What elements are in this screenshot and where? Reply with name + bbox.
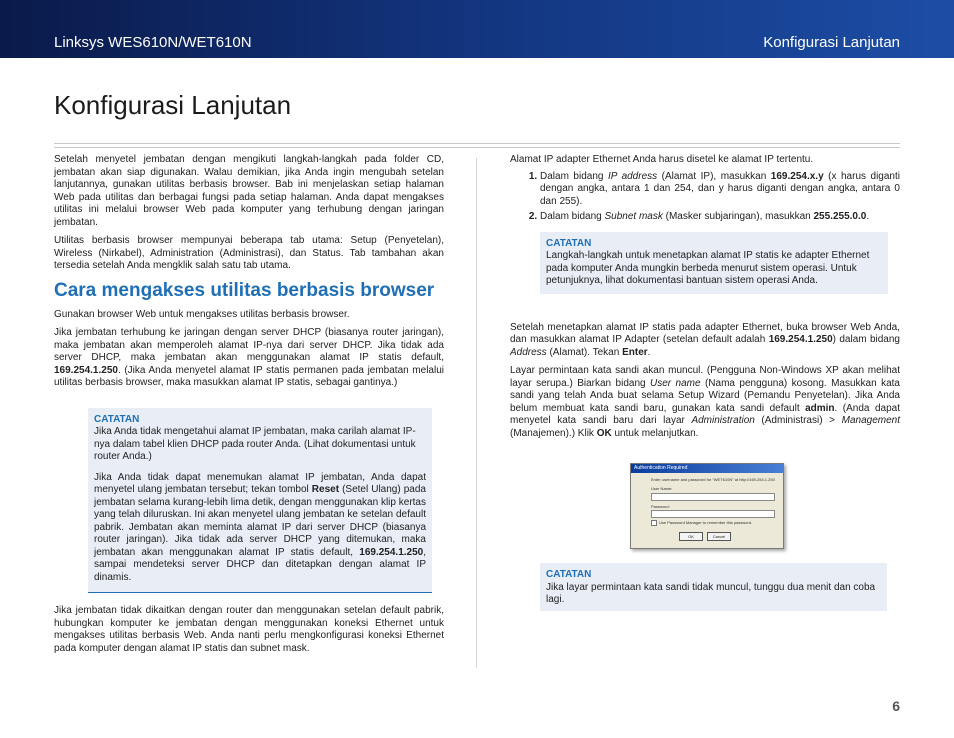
dialog-pass-field [651, 510, 775, 518]
title-rule-2 [54, 147, 900, 148]
dialog-user-label: User Name: [651, 486, 673, 491]
dialog-pass-label: Password: [651, 504, 670, 509]
note-reset-text: Jika Anda tidak dapat menemukan alamat IP jembatan, Anda dapat menyetel ulang jembatan tersebut; tekan tombol Reset (Setel Ulang) pada jembatan selama kurang-lebih lima detik, dengan menggunakan klip kertas yang telah diluruskan. Ini akan menyetel ulang jembatan ke setelan default pabrik. Jembatan akan meminta alamat IP dari server DHCP (biasanya router jaringan). Jika tidak ada server DHCP yang ditemukan, maka jembatan akan menggunakan alamat IP statis default, 169.254.1.250, sampai mendeteksi server DHCP dan ditetapkan dengan alamat IP dinamis. [94, 471, 426, 583]
header-section-name: Konfigurasi Lanjutan [763, 34, 900, 51]
page-header [0, 0, 954, 58]
note-text: Langkah-langkah untuk menetapkan alamat IP statis ke adapter Ethernet pada komputer Anda mungkin berbeda menurut sistem operasi. Untuk petunjuknya, lihat dokumentasi bantuan sistem operasi Anda. [546, 250, 870, 286]
page-title: Konfigurasi Lanjutan [54, 90, 292, 120]
dialog-title: Authentication Required [631, 464, 783, 473]
section-heading: Cara mengakses utilitas berbasis browser [54, 279, 435, 301]
access-paragraph: Gunakan browser Web untuk mengakses utilitas berbasis browser. [54, 308, 350, 320]
steps-list [510, 171, 900, 224]
note-label: CATATAN [546, 569, 592, 580]
note-box-static-ip [540, 232, 888, 294]
note-label: CATATAN [94, 413, 140, 425]
dialog-remember-label: Use Password Manager to remember this password. [659, 520, 753, 525]
column-divider [476, 158, 477, 668]
left-column [54, 154, 444, 661]
header-product-name: Linksys WES610N/WET610N [54, 34, 252, 51]
password-dialog-screenshot [630, 463, 784, 549]
page-number: 6 [892, 698, 900, 714]
note-label: CATATAN [546, 237, 592, 249]
dialog-cancel-button: Cancel [707, 532, 731, 541]
adapter-paragraph: Alamat IP adapter Ethernet Anda harus disetel ke alamat IP tertentu. [510, 154, 814, 165]
note-box [88, 408, 432, 594]
dialog-user-field [651, 493, 775, 501]
dialog-ok-button: OK [679, 532, 703, 541]
step-subnet-mask: 2. Dalam bidang Subnet mask (Masker subjaringan), masukkan 255.255.0.0. [540, 211, 900, 224]
right-column [510, 154, 900, 446]
note-text: Jika layar permintaan kata sandi tidak muncul, tunggu dua menit dan coba lagi. [546, 581, 876, 605]
note-box-retry [540, 563, 887, 611]
title-rule [54, 143, 900, 144]
dialog-remember-checkbox [651, 520, 657, 526]
intro-paragraph: Setelah menyetel jembatan dengan mengikuti langkah-langkah pada folder CD, jembatan akan siap digunakan. Walau demikian, jika Anda ingin mengubah setelan lanjutannya, gunakan utilitas berbasis browser. Bab ini menjelaskan setiap halaman Web pada utilitas dan berbagai fungsi pada setiap halaman. Anda dapat mengakses utilitas ini melalui browser Web pada komputer yang terhubung dengan jaringan jembatan. [54, 154, 444, 228]
step-ip-address: 1. Dalam bidang IP address (Alamat IP), masukkan 169.254.x.y (x harus diganti dengan angka, antara 1 dan 254, dan y harus diganti dengan angka, antara 0 dan 255). [540, 171, 900, 209]
note-text: Jika Anda tidak mengetahui alamat IP jembatan, maka carilah alamat IP-nya dalam tabel klien DHCP pada router Anda. (Lihat dokumentasi untuk router Anda.) [94, 426, 416, 462]
dialog-message: Enter username and password for "WET610N" at http://169.254.1.250 [651, 477, 775, 482]
password-paragraph: Layar permintaan kata sandi akan muncul. (Pengguna Non-Windows XP akan melihat layar serupa.) Biarkan bidang User name (Nama pengguna) kosong. Masukkan kata sandi yang telah Anda buat selama Setup Wizard (Pemandu Penyetelan). Jika Anda belum membuat kata sandi baru, gunakan kata sandi default admin. (Anda dapat menyetel kata sandi baru dari layar Administration (Administrasi) > Management (Manajemen).) Klik OK untuk melanjutkan. [510, 365, 901, 439]
browser-paragraph: Setelah menetapkan alamat IP statis pada adapter Ethernet, buka browser Web Anda, dan masukkan alamat IP Adapter (setelan default adalah 169.254.1.250) dalam bidang Address (Alamat). Tekan Enter. [510, 321, 900, 358]
dhcp-paragraph: Jika jembatan terhubung ke jaringan dengan server DHCP (biasanya router jaringan), maka jembatan akan memperoleh alamat IP-nya dari server DHCP. Jika tidak ada server DHCP, maka jembatan akan menggunakan alamat IP statis default, 169.254.1.250. (Jika Anda menyetel alamat IP statis permanen pada jembatan melalui utilitas berbasis browser, maka masukkan alamat IP statis, sebagai gantinya.) [54, 327, 444, 388]
tabs-paragraph: Utilitas berbasis browser mempunyai beberapa tab utama: Setup (Penyetelan), Wireless (Nirkabel), Administration (Administrasi), dan Status. Tab tambahan akan tersedia setelah Anda mengklik salah satu tab utama. [54, 235, 444, 271]
ethernet-paragraph: Jika jembatan tidak dikaitkan dengan router dan menggunakan setelan default pabrik, hubungkan komputer ke jembatan dengan menggunakan koneksi Ethernet untuk mengakses utilitas berbasis Web. Anda nanti perlu mengkonfigurasi koneksi Ethernet pada komputer dengan alamat IP statis dan subnet mask. [54, 605, 444, 654]
